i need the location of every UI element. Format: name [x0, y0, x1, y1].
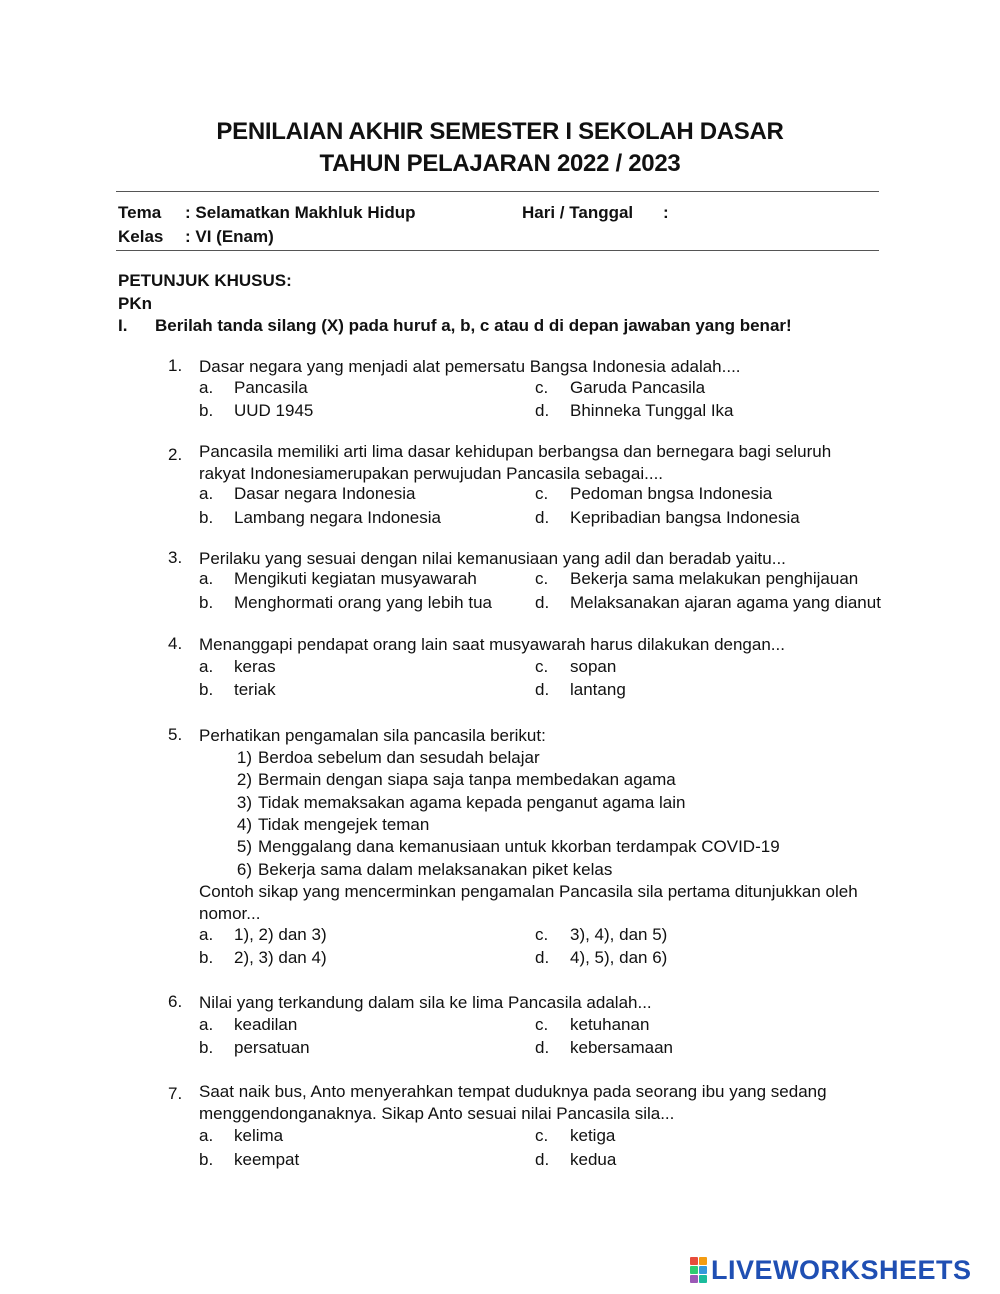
sub-item-number: 6): [236, 860, 252, 879]
option-text-a[interactable]: Mengikuti kegiatan musyawarah: [234, 569, 477, 588]
option-letter-a[interactable]: a.: [199, 657, 214, 676]
tema-value: : Selamatkan Makhluk Hidup: [185, 203, 416, 222]
option-text-b[interactable]: UUD 1945: [234, 401, 314, 420]
liveworksheets-icon: [690, 1257, 707, 1283]
option-letter-d[interactable]: d.: [535, 680, 550, 699]
sub-item-text: Bekerja sama dalam melaksanakan piket kelas: [258, 860, 613, 879]
sub-item-number: 3): [236, 793, 252, 812]
option-text-c[interactable]: Bekerja sama melakukan penghijauan: [570, 569, 859, 588]
sub-item-number: 5): [236, 837, 252, 856]
subject-heading: PKn: [118, 294, 152, 313]
option-text-b[interactable]: Menghormati orang yang lebih tua: [234, 593, 492, 612]
option-text-d[interactable]: 4), 5), dan 6): [570, 948, 668, 967]
section-instruction: Berilah tanda silang (X) pada huruf a, b, c atau d di depan jawaban yang benar!: [155, 316, 792, 335]
option-text-b[interactable]: teriak: [234, 680, 276, 699]
option-letter-c[interactable]: c.: [535, 484, 549, 503]
option-text-b[interactable]: Lambang negara Indonesia: [234, 508, 441, 527]
page-subtitle: TAHUN PELAJARAN 2022 / 2023: [319, 150, 681, 177]
option-letter-c[interactable]: c.: [535, 925, 549, 944]
kelas-value: : VI (Enam): [185, 227, 274, 246]
option-letter-c[interactable]: c.: [535, 378, 549, 397]
question-number: 4.: [168, 634, 183, 653]
option-letter-b[interactable]: b.: [199, 508, 214, 527]
sub-item-text: Tidak memaksakan agama kepada penganut agama lain: [258, 793, 686, 812]
option-text-a[interactable]: kelima: [234, 1126, 284, 1145]
hari-tanggal-colon: :: [663, 203, 669, 222]
section-number: I.: [118, 316, 128, 335]
option-letter-b[interactable]: b.: [199, 1150, 214, 1169]
option-letter-b[interactable]: b.: [199, 401, 214, 420]
question-stem: Saat naik bus, Anto menyerahkan tempat duduknya pada seorang ibu yang sedang menggendonganaknya. Sikap Anto sesuai nilai Pancasila sila...: [199, 1082, 827, 1123]
question-stem: Dasar negara yang menjadi alat pemersatu Bangsa Indonesia adalah....: [199, 357, 741, 376]
sub-item-text: Bermain dengan siapa saja tanpa membedakan agama: [258, 770, 676, 789]
question-number: 3.: [168, 548, 183, 567]
page-title: PENILAIAN AKHIR SEMESTER I SEKOLAH DASAR: [216, 118, 784, 145]
option-letter-d[interactable]: d.: [535, 508, 550, 527]
option-letter-b[interactable]: b.: [199, 680, 214, 699]
sub-item-text: Tidak mengejek teman: [258, 815, 430, 834]
liveworksheets-logo: [690, 1255, 972, 1285]
logo-text: LIVEWORKSHEETS: [711, 1254, 972, 1285]
option-text-d[interactable]: Kepribadian bangsa Indonesia: [570, 508, 800, 527]
question-number: 2.: [168, 445, 183, 464]
kelas-label: Kelas: [118, 227, 164, 246]
option-text-a[interactable]: keras: [234, 657, 276, 676]
option-letter-a[interactable]: a.: [199, 1126, 214, 1145]
sub-item-number: 2): [236, 770, 252, 789]
question-stem: Menanggapi pendapat orang lain saat musyawarah harus dilakukan dengan...: [199, 635, 785, 654]
option-letter-c[interactable]: c.: [535, 569, 549, 588]
option-text-c[interactable]: Garuda Pancasila: [570, 378, 706, 397]
sub-item-number: 1): [236, 748, 252, 767]
option-letter-d[interactable]: d.: [535, 1038, 550, 1057]
option-text-d[interactable]: kedua: [570, 1150, 617, 1169]
option-letter-b[interactable]: b.: [199, 948, 214, 967]
question-stem-continuation: Contoh sikap yang mencerminkan pengamalan Pancasila sila pertama ditunjukkan oleh nomor...: [199, 882, 858, 923]
option-text-c[interactable]: Pedoman bngsa Indonesia: [570, 484, 773, 503]
option-letter-a[interactable]: a.: [199, 925, 214, 944]
option-text-d[interactable]: Melaksanakan ajaran agama yang dianut: [570, 593, 881, 612]
question-stem: Perhatikan pengamalan sila pancasila berikut:: [199, 726, 546, 745]
option-letter-d[interactable]: d.: [535, 948, 550, 967]
sub-item-number: 4): [236, 815, 252, 834]
option-letter-a[interactable]: a.: [199, 1015, 214, 1034]
option-text-a[interactable]: Pancasila: [234, 378, 308, 397]
option-letter-d[interactable]: d.: [535, 1150, 550, 1169]
option-text-b[interactable]: 2), 3) dan 4): [234, 948, 327, 967]
option-text-d[interactable]: Bhinneka Tunggal Ika: [570, 401, 734, 420]
header-divider-top: [116, 191, 879, 192]
tema-label: Tema: [118, 203, 162, 222]
option-letter-c[interactable]: c.: [535, 657, 549, 676]
option-text-a[interactable]: Dasar negara Indonesia: [234, 484, 416, 503]
question-stem: Perilaku yang sesuai dengan nilai kemanusiaan yang adil dan beradab yaitu...: [199, 549, 786, 568]
question-number: 5.: [168, 725, 183, 744]
option-letter-c[interactable]: c.: [535, 1126, 549, 1145]
option-letter-a[interactable]: a.: [199, 378, 214, 397]
sub-item-text: Menggalang dana kemanusiaan untuk kkorban terdampak COVID-19: [258, 837, 780, 856]
question-number: 7.: [168, 1084, 183, 1103]
option-letter-d[interactable]: d.: [535, 593, 550, 612]
option-letter-d[interactable]: d.: [535, 401, 550, 420]
option-letter-c[interactable]: c.: [535, 1015, 549, 1034]
option-letter-a[interactable]: a.: [199, 569, 214, 588]
option-text-c[interactable]: 3), 4), dan 5): [570, 925, 668, 944]
option-letter-b[interactable]: b.: [199, 1038, 214, 1057]
question-stem: Pancasila memiliki arti lima dasar kehidupan berbangsa dan bernegara bagi seluruh rakyat Indonesiamerupakan perwujudan Pancasila sebagai....: [199, 442, 832, 483]
option-text-a[interactable]: 1), 2) dan 3): [234, 925, 327, 944]
option-text-a[interactable]: keadilan: [234, 1015, 298, 1034]
petunjuk-heading: PETUNJUK KHUSUS:: [118, 271, 292, 290]
option-text-d[interactable]: kebersamaan: [570, 1038, 674, 1057]
option-letter-a[interactable]: a.: [199, 484, 214, 503]
option-text-c[interactable]: ketuhanan: [570, 1015, 650, 1034]
option-text-b[interactable]: keempat: [234, 1150, 300, 1169]
header-divider-bottom: [116, 250, 879, 251]
option-text-b[interactable]: persatuan: [234, 1038, 310, 1057]
option-text-c[interactable]: sopan: [570, 657, 617, 676]
hari-tanggal-label: Hari / Tanggal: [522, 203, 634, 222]
question-stem: Nilai yang terkandung dalam sila ke lima Pancasila adalah...: [199, 993, 652, 1012]
sub-item-text: Berdoa sebelum dan sesudah belajar: [258, 748, 540, 767]
option-text-c[interactable]: ketiga: [570, 1126, 616, 1145]
option-text-d[interactable]: lantang: [570, 680, 626, 699]
question-number: 1.: [168, 356, 183, 375]
option-letter-b[interactable]: b.: [199, 593, 214, 612]
question-number: 6.: [168, 992, 183, 1011]
